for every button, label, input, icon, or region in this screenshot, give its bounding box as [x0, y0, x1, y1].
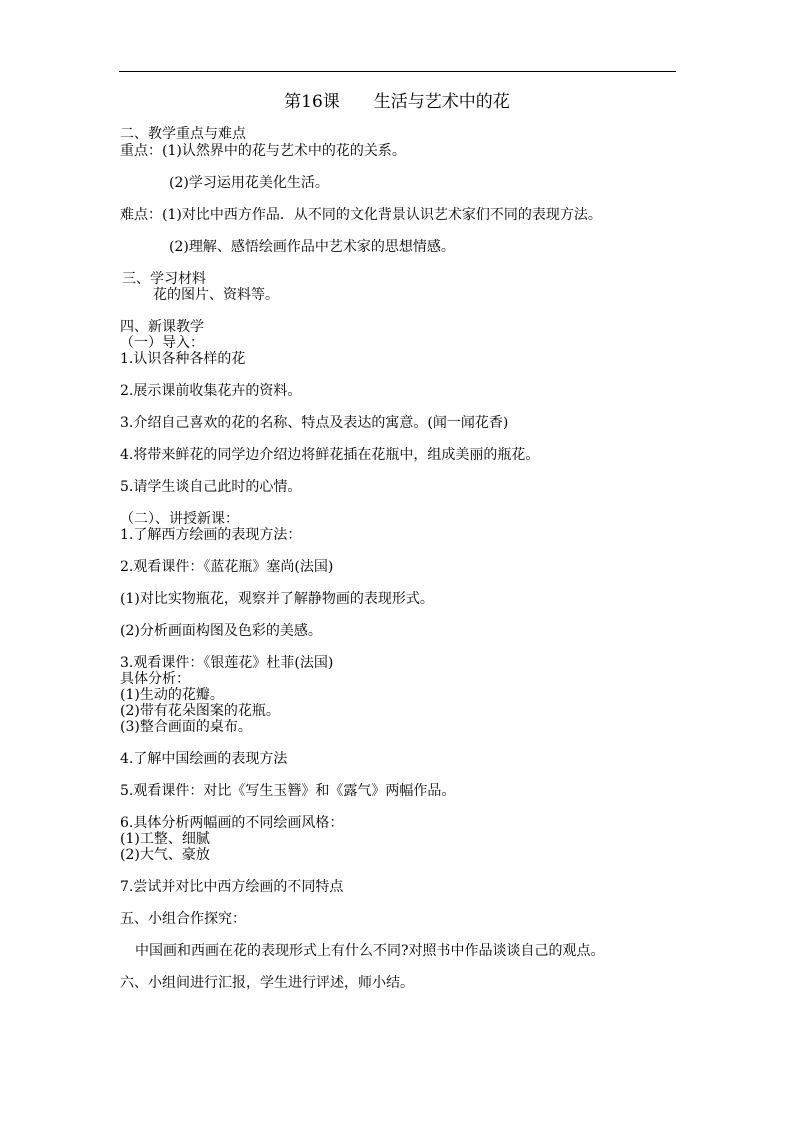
paragraph: (2)学习运用花美化生活。: [169, 175, 329, 191]
paragraph: 5.请学生谈自己此时的心情。: [120, 479, 302, 495]
section-heading: 三、学习材料: [122, 271, 206, 287]
subsection-heading: （一）导入：: [120, 335, 204, 351]
paragraph: 6.具体分析两幅画的不同绘画风格：: [120, 815, 344, 831]
paragraph: 3.观看课件：《银莲花》杜菲(法国): [120, 655, 334, 671]
header-rule: [119, 71, 676, 72]
section-heading: 六、小组间进行汇报，学生进行评述，师小结。: [120, 975, 414, 991]
lesson-title: 第16课 生活与艺术中的花: [284, 92, 510, 112]
subsection-heading: （二）、讲授新课：: [120, 511, 239, 527]
paragraph: 中国画和西画在花的表现形式上有什么不同?对照书中作品谈谈自己的观点。: [135, 943, 605, 959]
list-item: (1)生动的花瓣。: [120, 687, 224, 703]
list-item: (2)大气、豪放: [120, 847, 210, 863]
paragraph: 花的图片、资料等。: [153, 287, 279, 303]
paragraph: 7.尝试并对比中西方绘画的不同特点: [120, 879, 344, 895]
list-item: (2)带有花朵图案的花瓶。: [120, 703, 280, 719]
paragraph: 具体分析：: [120, 671, 190, 687]
paragraph: 4.将带来鲜花的同学边介绍边将鲜花插在花瓶中，组成美丽的瓶花。: [120, 447, 540, 463]
paragraph: 难点：(1)对比中西方作品．从不同的文化背景认识艺术家们不同的表现方法。: [120, 207, 602, 223]
paragraph: 3.介绍自己喜欢的花的名称、特点及表达的寓意。(闻一闻花香): [120, 415, 509, 431]
paragraph: 1.认识各种各样的花: [120, 351, 246, 367]
paragraph: 2.展示课前收集花卉的资料。: [120, 383, 302, 399]
paragraph: 1.了解西方绘画的表现方法：: [120, 527, 302, 543]
list-item: (1)工整、细腻: [120, 831, 210, 847]
paragraph: (2)分析画面构图及色彩的美感。: [120, 623, 322, 639]
paragraph: 重点：(1)认然界中的花与艺术中的花的关系。: [120, 143, 406, 159]
paragraph: 2.观看课件：《蓝花瓶》塞尚(法国): [120, 559, 334, 575]
paragraph: 5.观看课件：对比《写生玉簪》和《露气》两幅作品。: [120, 783, 456, 799]
section-heading: 四、新课教学: [120, 319, 204, 335]
list-item: (3)整合画面的桌布。: [120, 719, 252, 735]
paragraph: (2)理解、感悟绘画作品中艺术家的思想情感。: [169, 239, 455, 255]
section-heading: 二、教学重点与难点: [120, 126, 246, 142]
section-heading: 五、小组合作探究：: [120, 911, 246, 927]
paragraph: 4.了解中国绘画的表现方法: [120, 751, 288, 767]
paragraph: (1)对比实物瓶花，观察并了解静物画的表现形式。: [120, 591, 434, 607]
